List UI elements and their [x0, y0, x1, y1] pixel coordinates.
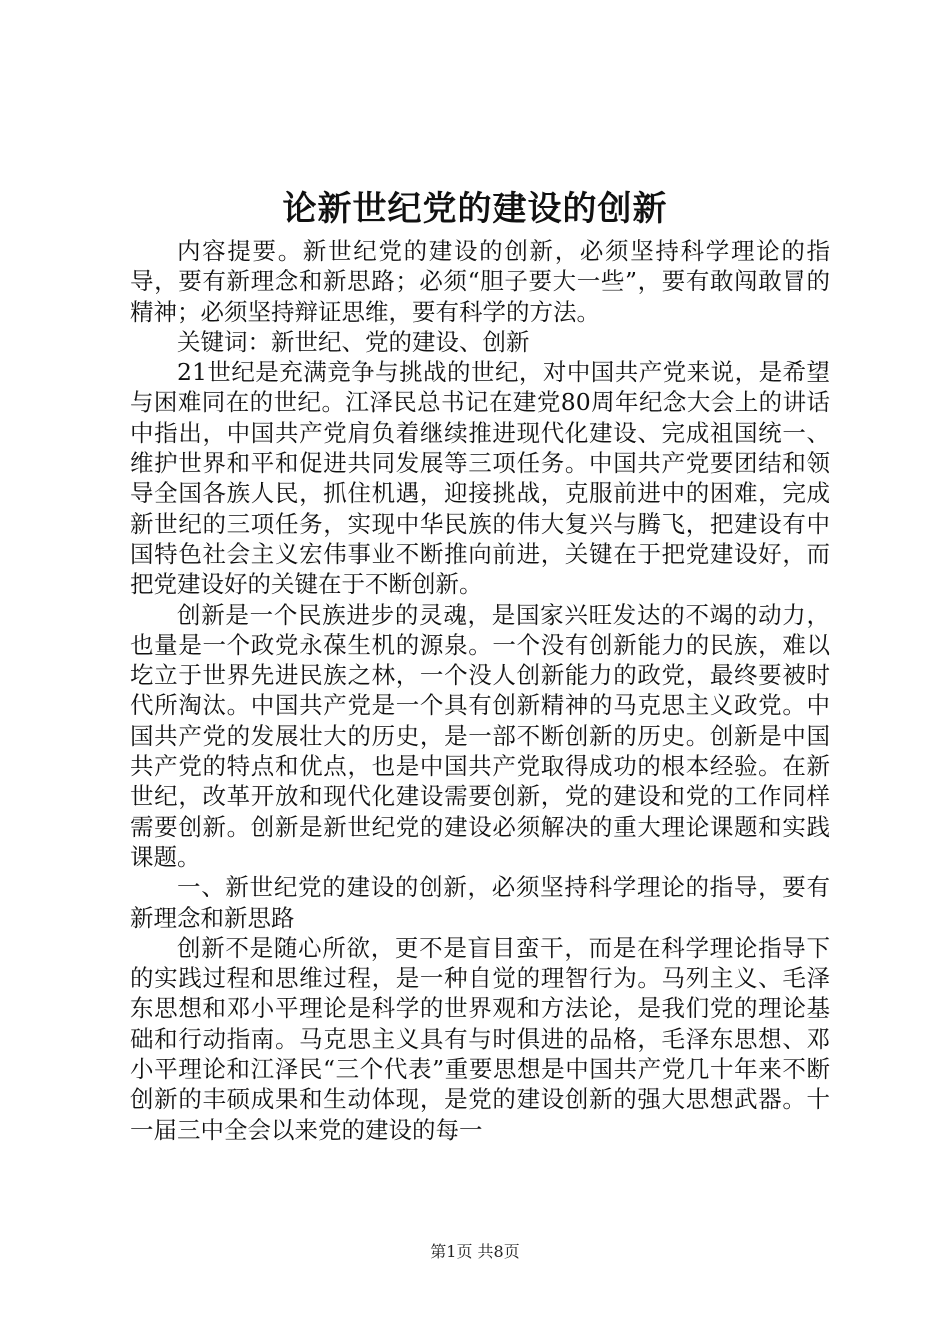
section-heading: 一、新世纪党的建设的创新，必须坚持科学理论的指导，要有新理念和新思路 [130, 873, 830, 932]
body-paragraph: 21世纪是充满竞争与挑战的世纪，对中国共产党来说，是希望与困难同在的世纪。江泽民总书记在建党80周年纪念大会上的讲话中指出，中国共产党肩负着继续推进现代化建设、完成祖国统一、维护世界和平和促进共同发展等三项任务。中国共产党要团结和领导全国各族人民，抓住机遇，迎接挑战，克服前进中的困难，完成新世纪的三项任务，实现中华民族的伟大复兴与腾飞，把建设有中国特色社会主义宏伟事业不断推向前进，关键在于把党建设好，而把党建设好的关键在于不断创新。 [130, 358, 830, 599]
body-paragraph: 创新是一个民族进步的灵魂，是国家兴旺发达的不竭的动力，也量是一个政党永葆生机的源泉。一个没有创新能力的民族，难以圪立于世界先进民族之林，一个没人创新能力的政党，最终要被时代所淘汰。中国共产党是一个具有创新精神的马克思主义政党。中国共产党的发展壮大的历史，是一部不断创新的历史。创新是中国共产党的特点和优点，也是中国共产党取得成功的根本经验。在新世纪，改革开放和现代化建设需要创新，党的建设和党的工作同样需要创新。创新是新世纪党的建设必须解决的重大理论课题和实践课题。 [130, 600, 830, 871]
document-body [130, 236, 830, 1145]
document-title: 论新世纪党的建设的创新 [282, 189, 668, 229]
abstract-paragraph: 内容提要。新世纪党的建设的创新，必须坚持科学理论的指导，要有新理念和新思路；必须“胆子要大一些”，要有敢闯敢冒的精神；必须坚持辩证思维，要有科学的方法。 [130, 237, 830, 326]
body-paragraph: 创新不是随心所欲，更不是盲目蛮干，而是在科学理论指导下的实践过程和思维过程，是一种自觉的理智行为。马列主义、毛泽东思想和邓小平理论是科学的世界观和方法论，是我们党的理论基础和行动指南。马克思主义具有与时俱进的品格，毛泽东思想、邓小平理论和江泽民“三个代表”重要思想是中国共产党几十年来不断创新的丰硕成果和生动体现，是党的建设创新的强大思想武器。十一届三中全会以来党的建设的每一 [130, 933, 830, 1144]
page-number-footer: 第1页 共8页 [430, 1242, 520, 1261]
keywords-paragraph: 关键词：新世纪、党的建设、创新 [177, 327, 530, 356]
